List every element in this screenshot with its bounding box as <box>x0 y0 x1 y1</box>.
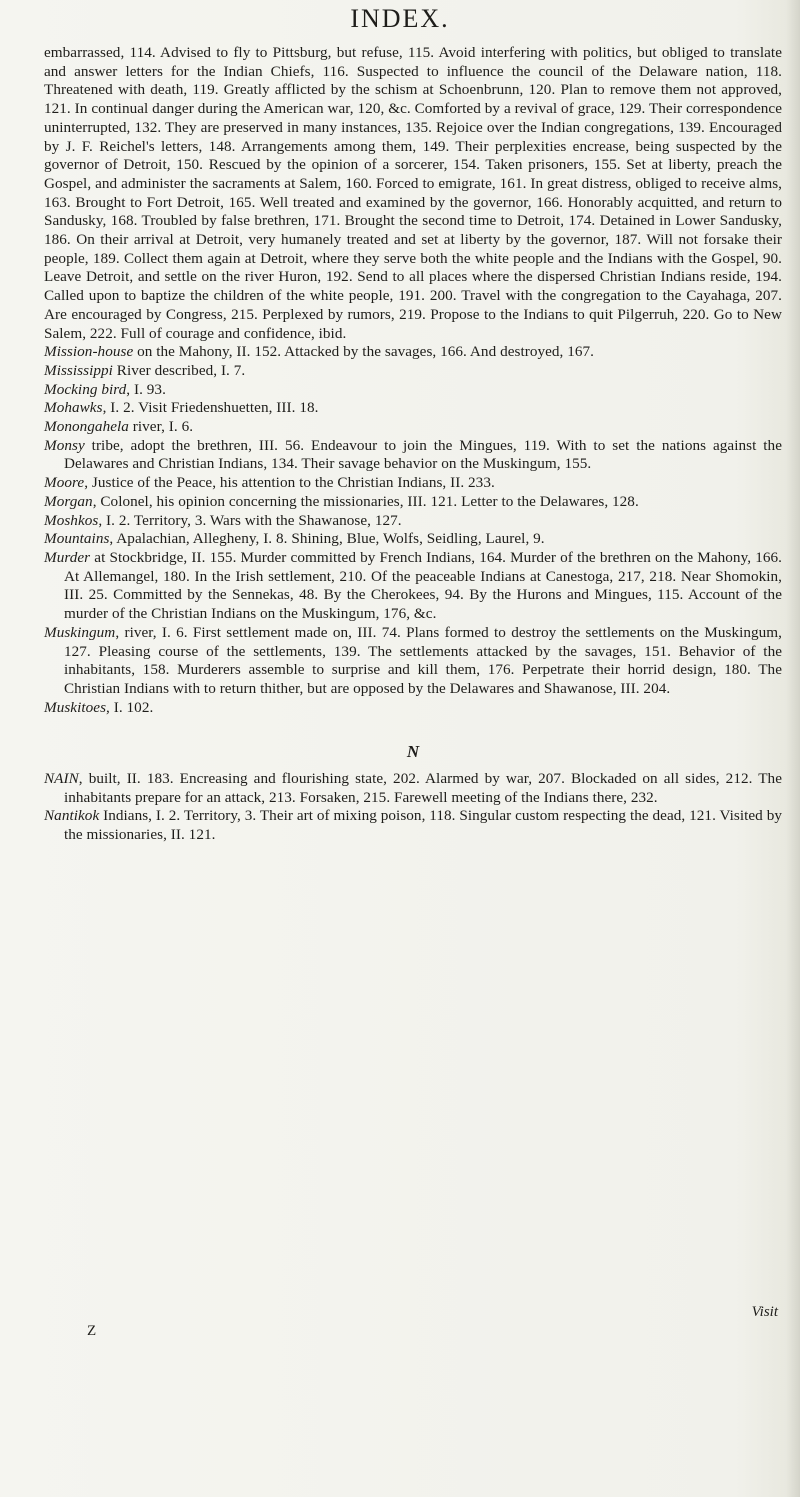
entry-head-word: Mountains <box>44 530 110 548</box>
index-entry <box>44 530 782 549</box>
signature-mark: Z <box>87 1323 97 1339</box>
entry-head-word: Muskitoes <box>44 698 107 716</box>
index-entry <box>44 807 782 844</box>
entry-head-word: Monsy <box>44 436 85 454</box>
entry-text: , I. 2. Territory, 3. Wars with the Shawanose, 127. <box>98 511 402 529</box>
entry-text: River described, I. 7. <box>112 361 246 379</box>
entry-text: , river, I. 6. First settlement made on, III. 74. Plans formed to destroy the settlements on the Muskingum, 127. Pleasing course of the settlements, 139. The settlements attacked by the savages, 151. Behavior of the inhabitants, 158. Murderers assemble to surprise and kill them, 176. Perpetrate their horrid design, 180. The Christian Indians with to return thither, but are opposed by the Delawares and Shawanose, III. 204. <box>64 623 782 697</box>
index-entry <box>44 362 782 381</box>
entry-text: , Justice of the Peace, his attention to the Christian Indians, II. 233. <box>84 474 495 492</box>
entry-text: , I. 2. Visit Friedenshuetten, III. 18. <box>102 399 319 417</box>
index-entry <box>44 418 782 437</box>
entry-text: Indians, I. 2. Territory, 3. Their art of mixing poison, 118. Singular custom respecting the dead, 121. Visited by the missionaries, II. 121. <box>64 807 782 844</box>
entry-head-word: Monongahela <box>44 418 129 436</box>
page-edge-shadow <box>786 0 800 1497</box>
entry-text: , Apalachian, Allegheny, I. 8. Shining, Blue, Wolfs, Seidling, Laurel, 9. <box>109 530 545 548</box>
index-body <box>44 44 782 845</box>
entry-head-word: Mohawks <box>44 399 103 417</box>
index-entry <box>44 624 782 699</box>
entry-text: embarrassed, 114. Advised to fly to Pittsburg, but refuse, 115. Avoid interfering with politics, but obliged to translate and answer letters for the Indian Chiefs, 116. Suspected to influence the council of the Delaware nation, 118. Threatened with death, 119. Greatly afflicted by the schism at Schoenbrunn, 120. Plan to remove them not approved, 121. In continual danger during the American war, 120, &c. Comforted by a revival of grace, 129. Their correspondence uninterrupted, 132. They are preserved in many instances, 135. Rejoice over the Indian congregations, 139. Encouraged by J. F. Reichel's letters, 148. Arrangements among them, 149. Their perplexities encrease, being suspected by the governor of Detroit, 150. Rescued by the opinion of a sorcerer, 154. Taken prisoners, 155. Set at liberty, preach the Gospel, and administer the sacraments at Salem, 160. Forced to emigrate, 161. In great distress, obliged to receive alms, 163. Brought to Fort Detroit, 165. Well treated and examined by the governor, 166. Honorably acquitted, and return to Sandusky, 168. Troubled by false brethren, 171. Brought the second time to Detroit, 174. Detained in Lower Sandusky, 186. On their arrival at Detroit, very humanely treated and set at liberty by the governor, 187. Will not forsake their people, 189. Collect them again at Detroit, where they serve both the white people and the Indians with the Gospel, 90. Leave Detroit, and settle on the river Huron, 192. Send to all places where the dispersed Christian Indians reside, 194. Called upon to baptize the children of the white people, 191. 200. Travel with the congregation to the Cayahaga, 207. Are encouraged by Congress, 215. Perplexed by rumors, 219. Propose to the Indians to quit Pilgerruh, 220. Go to New Salem, 222. Full of courage and confidence, ibid. <box>44 44 782 342</box>
entry-text: , built, II. 183. Encreasing and flourishing state, 202. Alarmed by war, 207. Blockaded on all sides, 212. The inhabitants prepare for an attack, 213. Forsaken, 215. Farewell meeting of the Indians there, 232. <box>64 770 782 806</box>
entry-head-word: Mocking bird <box>44 380 127 398</box>
entry-head-word: Muskingum <box>44 623 116 641</box>
index-entry <box>44 699 782 718</box>
running-head: INDEX. <box>350 4 450 33</box>
index-entry <box>44 493 782 512</box>
index-entry <box>44 474 782 493</box>
entry-text: river, I. 6. <box>128 418 194 436</box>
entry-head-word: Murder <box>44 548 91 566</box>
entry-head-word: Mission-house <box>44 343 134 361</box>
index-entry <box>44 381 782 400</box>
entry-text: at Stockbridge, II. 155. Murder committed by French Indians, 164. Murder of the brethren on the Mahony, 166. At Allemangel, 180. In the Irish settlement, 210. Of the peaceable Indians at Canestoga, 217, 218. Near Shomokin, III. 25. Committed by the Sennekas, 48. By the Cherokees, 94. By the Hurons and Mingues, 115. Account of the murder of the Christian Indians on the Muskingum, 176, &c. <box>64 548 782 623</box>
entry-head-word: Moshkos <box>44 511 99 529</box>
entry-text: on the Mahony, II. 152. Attacked by the savages, 166. And destroyed, 167. <box>133 343 595 361</box>
entry-text: , I. 93. <box>126 380 166 398</box>
index-entry <box>44 770 782 807</box>
entry-text: , Colonel, his opinion concerning the missionaries, III. 121. Letter to the Delawares, 128. <box>92 492 639 510</box>
index-entry <box>44 549 782 624</box>
index-entry <box>44 343 782 362</box>
entry-head-word: Moore <box>44 474 85 492</box>
entry-head-word: NAIN <box>44 770 79 788</box>
index-entry-continued <box>44 44 782 343</box>
catchword: Visit <box>751 1304 778 1320</box>
section-letter-heading: N <box>406 742 420 762</box>
entry-head-word: Nantikok <box>44 807 100 825</box>
entry-text: , I. 102. <box>106 698 154 716</box>
index-entry <box>44 399 782 418</box>
entry-head-word: Morgan <box>44 492 93 510</box>
index-entry <box>44 437 782 474</box>
index-entry <box>44 512 782 531</box>
entry-text: tribe, adopt the brethren, III. 56. Endeavour to join the Mingues, 119. With to set the nations against the Delawares and Christian Indians, 134. Their savage behavior on the Muskingum, 155. <box>64 436 782 473</box>
entry-head-word: Mississippi <box>44 361 113 379</box>
